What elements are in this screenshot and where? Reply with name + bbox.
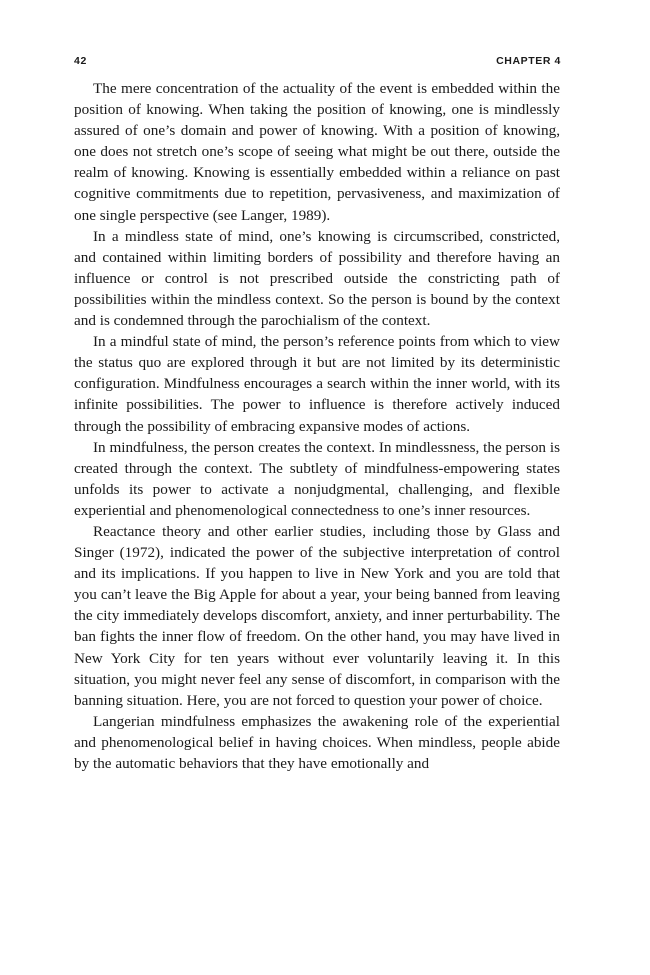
page-number: 42 bbox=[74, 55, 87, 67]
paragraph: Langerian mindfulness emphasizes the awakening role of the experiential and phenomenological belief in having choices. When mindless, people abide by the automatic behaviors that they have emotionally and bbox=[74, 712, 560, 772]
paragraph: Reactance theory and other earlier studies, including those by Glass and Singer (1972), indicated the power of the subjective interpretation of control and its implications. If you happen to live in New York and you are told that you can’t leave the Big Apple for about a year, your being banned from leaving the city immediately develops discomfort, anxiety, and inner perturbability. The ban fights the inner flow of freedom. On the other hand, you may have lived in New York City for ten years without ever voluntarily leaving it. In this situation, you might never feel any sense of discomfort, in comparison with the banning situation. Here, you are not forced to question your power of choice. bbox=[74, 522, 560, 709]
paragraph: In a mindful state of mind, the person’s reference points from which to view the status quo are explored through it but are not limited by its deterministic configuration. Mindfulness encourages a search within the inner world, with its infinite possibilities. The power to influence is therefore actively induced through the possibility of embracing expansive modes of actions. bbox=[74, 333, 560, 435]
paragraph: In a mindless state of mind, one’s knowing is circumscribed, constricted, and contained within limiting borders of possibility and therefore having an influence or control is not prescribed outside the constricting path of possibilities within the mindless context. So the person is bound by the context and is condemned through the parochialism of the context. bbox=[74, 227, 560, 330]
page-header bbox=[74, 55, 561, 69]
running-head: CHAPTER 4 bbox=[496, 55, 561, 67]
paragraph: The mere concentration of the actuality of the event is embedded within the position of knowing. When taking the position of knowing, one is mindlessly assured of one’s domain and power of knowing. With a position of knowing, one does not stretch one’s scope of seeing what might be out there, outside the realm of knowing. Knowing is essentially embedded within a reliance on past cognitive commitments due to repetition, pervasiveness, and maximization of one single perspective (see Langer, 1989). bbox=[74, 80, 560, 224]
paragraph: In mindfulness, the person creates the context. In mindlessness, the person is created through the context. The subtlety of mindfulness-empowering states unfolds its power to activate a nonjudgmental, challenging, and flexible experiential and phenomenological connectedness to one’s inner resources. bbox=[74, 438, 560, 519]
body-text bbox=[74, 78, 560, 774]
